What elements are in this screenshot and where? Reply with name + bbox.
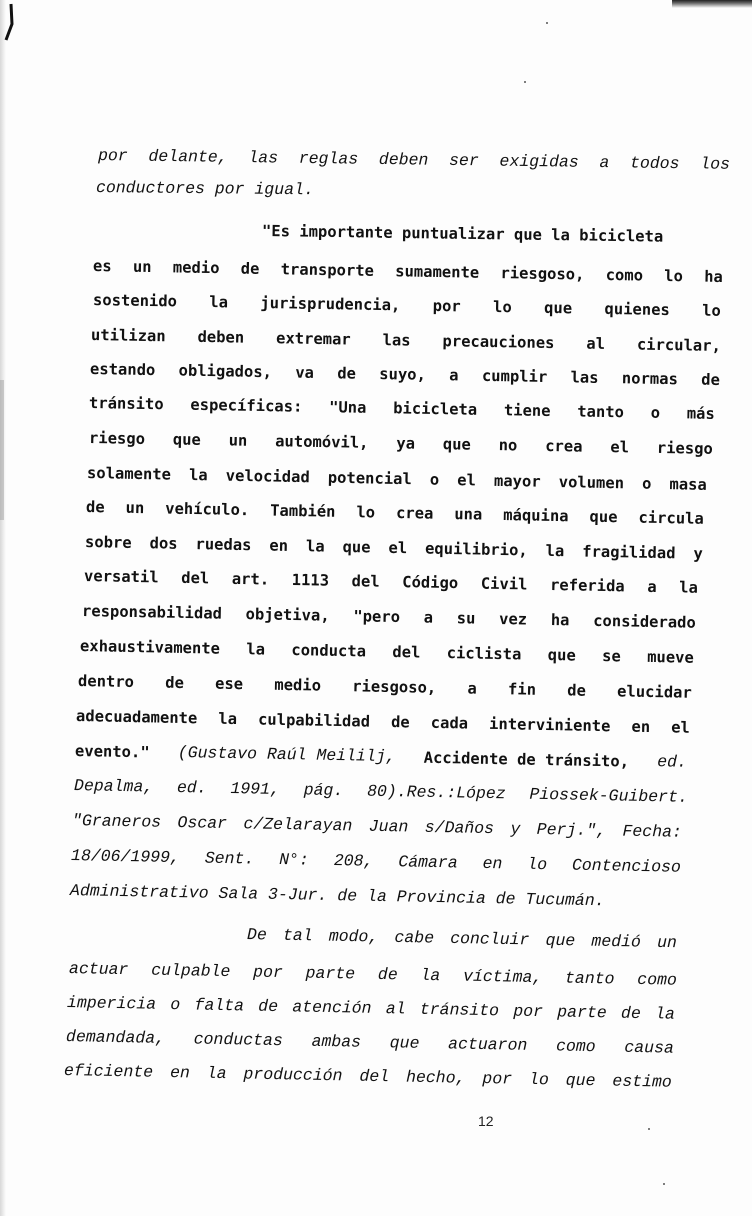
word: por [513, 1001, 544, 1022]
word: todos [629, 153, 680, 174]
word: automóvil, [275, 432, 369, 452]
word: Oscar [177, 813, 228, 833]
word: tránsito [419, 999, 500, 1021]
word: del [359, 1066, 390, 1087]
word: Contencioso [571, 855, 682, 877]
word: su [456, 609, 476, 628]
word: un [132, 257, 152, 277]
word: específicas: [190, 395, 303, 416]
word: lo [527, 854, 548, 875]
word: velocidad [225, 466, 310, 487]
word: culpable [150, 960, 231, 982]
word: art. [231, 569, 270, 589]
word: de [337, 364, 357, 383]
word: riesgoso, [352, 677, 437, 697]
page-number: 12 [478, 1113, 494, 1129]
word: lo [702, 301, 722, 320]
word: ed. [176, 777, 207, 798]
word: medió [591, 931, 642, 952]
word: deben [197, 327, 245, 347]
word: que [545, 930, 576, 951]
word: Código [402, 573, 459, 593]
word: Fecha: [622, 821, 683, 842]
word: sostenido [92, 291, 178, 311]
citation-line-4 [71, 846, 681, 878]
word: obligados, [178, 361, 273, 382]
word: que [342, 537, 371, 557]
word: mayor [493, 471, 541, 491]
word: solamente [86, 464, 172, 484]
word: Sent. [204, 848, 255, 869]
quote-line-6 [89, 393, 715, 424]
word: referida [549, 575, 625, 596]
word: eficiente [63, 1061, 154, 1082]
word: tanto [577, 402, 625, 422]
word: riesgoso, [500, 264, 585, 284]
quote-line-12 [82, 601, 696, 633]
word: impericia [66, 993, 157, 1014]
word: utilizan [90, 326, 166, 346]
word: al [385, 999, 406, 1019]
word: ciclista [446, 644, 522, 664]
word: del [351, 572, 380, 591]
word: de [377, 964, 398, 985]
word: responsabilidad [81, 602, 223, 623]
quote-line-1: "Es importante puntualizar que la bicicleta [261, 222, 664, 246]
word: dos [149, 534, 178, 553]
word: actuaron [447, 1034, 528, 1055]
word: o [170, 994, 181, 1015]
word: y [693, 544, 703, 563]
word: adecuadamente [75, 707, 198, 728]
word: demandada, [65, 1027, 166, 1048]
paragraph-2-line-5 [64, 1061, 672, 1093]
word: delante, [148, 146, 228, 167]
word: "pero [353, 607, 401, 627]
word: s/Daños [424, 817, 495, 839]
word: un [228, 431, 248, 450]
word: estando [89, 360, 156, 380]
scan-edge-mark [0, 380, 4, 520]
word: fragilidad [582, 542, 676, 563]
quote-line-4 [91, 325, 721, 356]
word: considerado [592, 611, 696, 632]
word: o [650, 403, 661, 422]
word: "Graneros [71, 811, 162, 832]
word: por [482, 1069, 513, 1089]
word: objetiva, [245, 605, 330, 625]
word: crea [545, 436, 583, 456]
word: Cámara [398, 852, 458, 873]
word: la [679, 578, 699, 597]
word: al [586, 334, 606, 353]
word: por [252, 962, 284, 983]
word: que [589, 507, 618, 527]
word: la [206, 1063, 227, 1084]
word: en [269, 536, 289, 555]
word: Perj.", [536, 819, 607, 841]
word: tiene [503, 401, 551, 421]
paragraph-2-line-4 [66, 1027, 674, 1059]
word: a [467, 679, 477, 698]
word: la [545, 541, 565, 561]
word: más [686, 404, 715, 423]
word: a [449, 366, 459, 385]
word: También [269, 501, 336, 521]
word: no [498, 436, 518, 455]
quote-line-11 [84, 566, 698, 598]
word: cada [430, 713, 469, 733]
citation-book: Accidente de tránsito, [423, 748, 630, 771]
word: en [631, 717, 651, 737]
scan-speck [524, 81, 526, 83]
word: De [246, 925, 268, 945]
word: 208, [333, 851, 374, 871]
word: dentro [77, 672, 135, 692]
quote-line-3 [93, 290, 721, 321]
word: sobre [84, 533, 132, 552]
quote-line-13 [80, 636, 694, 668]
word: mueve [646, 647, 694, 667]
word: la [654, 1004, 676, 1024]
word: ruedas [195, 535, 252, 555]
word: la [305, 537, 325, 556]
word: culpabilidad [257, 710, 371, 731]
word: vehículo. [165, 499, 250, 520]
word: el [457, 471, 477, 490]
word: exhaustivamente [79, 637, 221, 658]
word: exigidas [499, 151, 579, 172]
word: transporte [280, 260, 375, 280]
word: en [169, 1063, 191, 1083]
word: la [188, 465, 208, 485]
citation-line-3 [72, 811, 682, 843]
word: bicicleta [393, 399, 478, 419]
quote-line-15 [76, 706, 690, 738]
word: cabe [394, 927, 435, 948]
word: medio [274, 675, 322, 695]
word: tránsito [88, 394, 164, 414]
word: deben [378, 149, 429, 170]
word: actuar [68, 959, 129, 980]
scan-edge-shadow [0, 0, 6, 1216]
word: el [671, 718, 691, 737]
word: riesgo [88, 429, 146, 448]
word: Piossek-Guibert. [529, 784, 689, 807]
word: que [543, 298, 573, 318]
word: 1991, [230, 779, 281, 799]
word: tal [282, 925, 313, 946]
citation-line-2 [74, 776, 688, 808]
paragraph-2-line-2 [69, 959, 677, 991]
word: o [429, 470, 440, 489]
quote-line-5 [90, 359, 720, 390]
word: o [641, 474, 652, 493]
word: sumamente [395, 262, 480, 282]
word: el [610, 438, 630, 457]
word: como [555, 1036, 596, 1057]
scan-speck [663, 1183, 665, 1185]
word: extremar [275, 329, 351, 349]
quote-end: evento." [74, 742, 150, 762]
word: por [97, 146, 128, 166]
word: que [172, 430, 201, 449]
word: la [420, 965, 441, 986]
quote-line-10 [85, 532, 703, 564]
citation-ed: ed. [657, 752, 688, 772]
word: circula [638, 508, 704, 528]
word: vez [498, 610, 528, 629]
word: ese [214, 674, 244, 694]
word: volumen [558, 473, 625, 493]
word: parte [557, 1002, 607, 1023]
word: conductas [193, 1029, 284, 1051]
word: un [656, 932, 678, 953]
word: a [423, 608, 434, 627]
word: se [601, 647, 621, 666]
word: la [246, 640, 266, 659]
word: tanto [564, 968, 615, 989]
word: de [390, 713, 410, 732]
word: reglas [298, 148, 359, 169]
word: 80).Res.:López [366, 781, 506, 804]
word: de [165, 673, 185, 693]
word: de [240, 259, 260, 278]
word: ha [550, 611, 570, 630]
word: N°: [279, 849, 310, 870]
word: en [482, 853, 503, 874]
word: de [701, 370, 721, 389]
word: va [295, 363, 315, 382]
word: Juan [368, 816, 409, 837]
word: del [392, 642, 421, 662]
word: lo [492, 297, 512, 317]
word: ambas [311, 1031, 362, 1052]
word: del [181, 568, 210, 588]
paragraph-2-line-3 [67, 993, 675, 1025]
word: lo [356, 503, 376, 522]
word: por [432, 296, 461, 316]
word: hecho, [405, 1067, 466, 1088]
scan-corner-mark [4, 2, 16, 42]
word: ya [396, 434, 416, 453]
word: falta [194, 995, 245, 1016]
word: 18/06/1999, [70, 846, 181, 868]
word: de [258, 996, 279, 1017]
paragraph-2-line-1 [247, 925, 677, 953]
word: causa [624, 1037, 675, 1058]
quote-line-7 [89, 428, 713, 459]
word: como [605, 265, 644, 285]
word: crea [395, 503, 434, 523]
word: versatil [83, 567, 159, 587]
word: es [92, 257, 112, 276]
citation-line-5: Administrativo Sala 3-Jur. de la Provincia de Tucumán. [69, 881, 605, 911]
word: medio [172, 258, 220, 278]
word: pág. [303, 780, 344, 801]
word: las [382, 331, 411, 350]
word: elucidar [616, 682, 692, 702]
word: a [647, 577, 657, 596]
word: conducta [291, 641, 367, 661]
word: 1113 [291, 570, 330, 590]
word: que [565, 1070, 596, 1091]
quote-line-8 [87, 463, 707, 495]
word: producción [243, 1064, 343, 1086]
quote-line-14 [78, 671, 692, 703]
word: suyo, [379, 365, 427, 384]
paragraph-1-line-1 [98, 146, 730, 175]
word: Civil [480, 574, 528, 594]
citation-author: (Gustavo Raúl Meililj, [177, 742, 396, 767]
quote-line-9 [86, 497, 704, 529]
scan-speck [546, 22, 548, 24]
word: la [209, 293, 229, 312]
word: parte [305, 963, 356, 984]
word: que [547, 645, 576, 665]
scan-speck [648, 1128, 650, 1130]
word: fin [507, 680, 537, 699]
word: ha [704, 267, 723, 286]
word: concluir [450, 928, 530, 950]
word: masa [669, 475, 707, 494]
word: de [85, 498, 105, 517]
word: riesgo [656, 438, 713, 458]
word: las [570, 368, 599, 387]
word: estimo [612, 1071, 672, 1092]
word: circular, [636, 335, 722, 355]
word: el [388, 538, 408, 558]
word: de [567, 681, 587, 700]
word: y [510, 819, 521, 839]
word: la [218, 709, 238, 729]
word: a [599, 153, 610, 173]
word: atención [292, 997, 372, 1018]
quote-line-2 [93, 256, 723, 287]
word: quienes [604, 299, 670, 320]
word: normas [621, 369, 679, 389]
word: jurisprudencia, [260, 293, 401, 315]
word: que [389, 1033, 420, 1053]
word: un [125, 498, 145, 518]
word: una [454, 505, 483, 524]
word: ser [448, 150, 479, 171]
word: lo [528, 1069, 550, 1090]
word: potencial [327, 468, 412, 489]
paragraph-1-line-2: conductores por igual. [95, 178, 314, 200]
word: que [442, 435, 471, 454]
word: Depalma, [73, 776, 154, 797]
word: c/Zelarayan [243, 814, 353, 836]
word: cumplir [481, 366, 548, 386]
scan-top-right-shadow [672, 0, 752, 8]
word: lo [664, 266, 684, 286]
word: máquina [503, 506, 569, 526]
word: precauciones [442, 332, 555, 353]
word: como [637, 969, 678, 990]
word: las [248, 148, 279, 168]
citation-line-1 [75, 741, 687, 773]
word: los [700, 154, 731, 174]
word: "Una [328, 398, 367, 417]
word: de [620, 1003, 641, 1024]
word: modo, [328, 926, 379, 947]
word: víctima, [462, 966, 543, 988]
word: interviniente [488, 714, 611, 736]
word: equilibrio, [424, 539, 528, 560]
